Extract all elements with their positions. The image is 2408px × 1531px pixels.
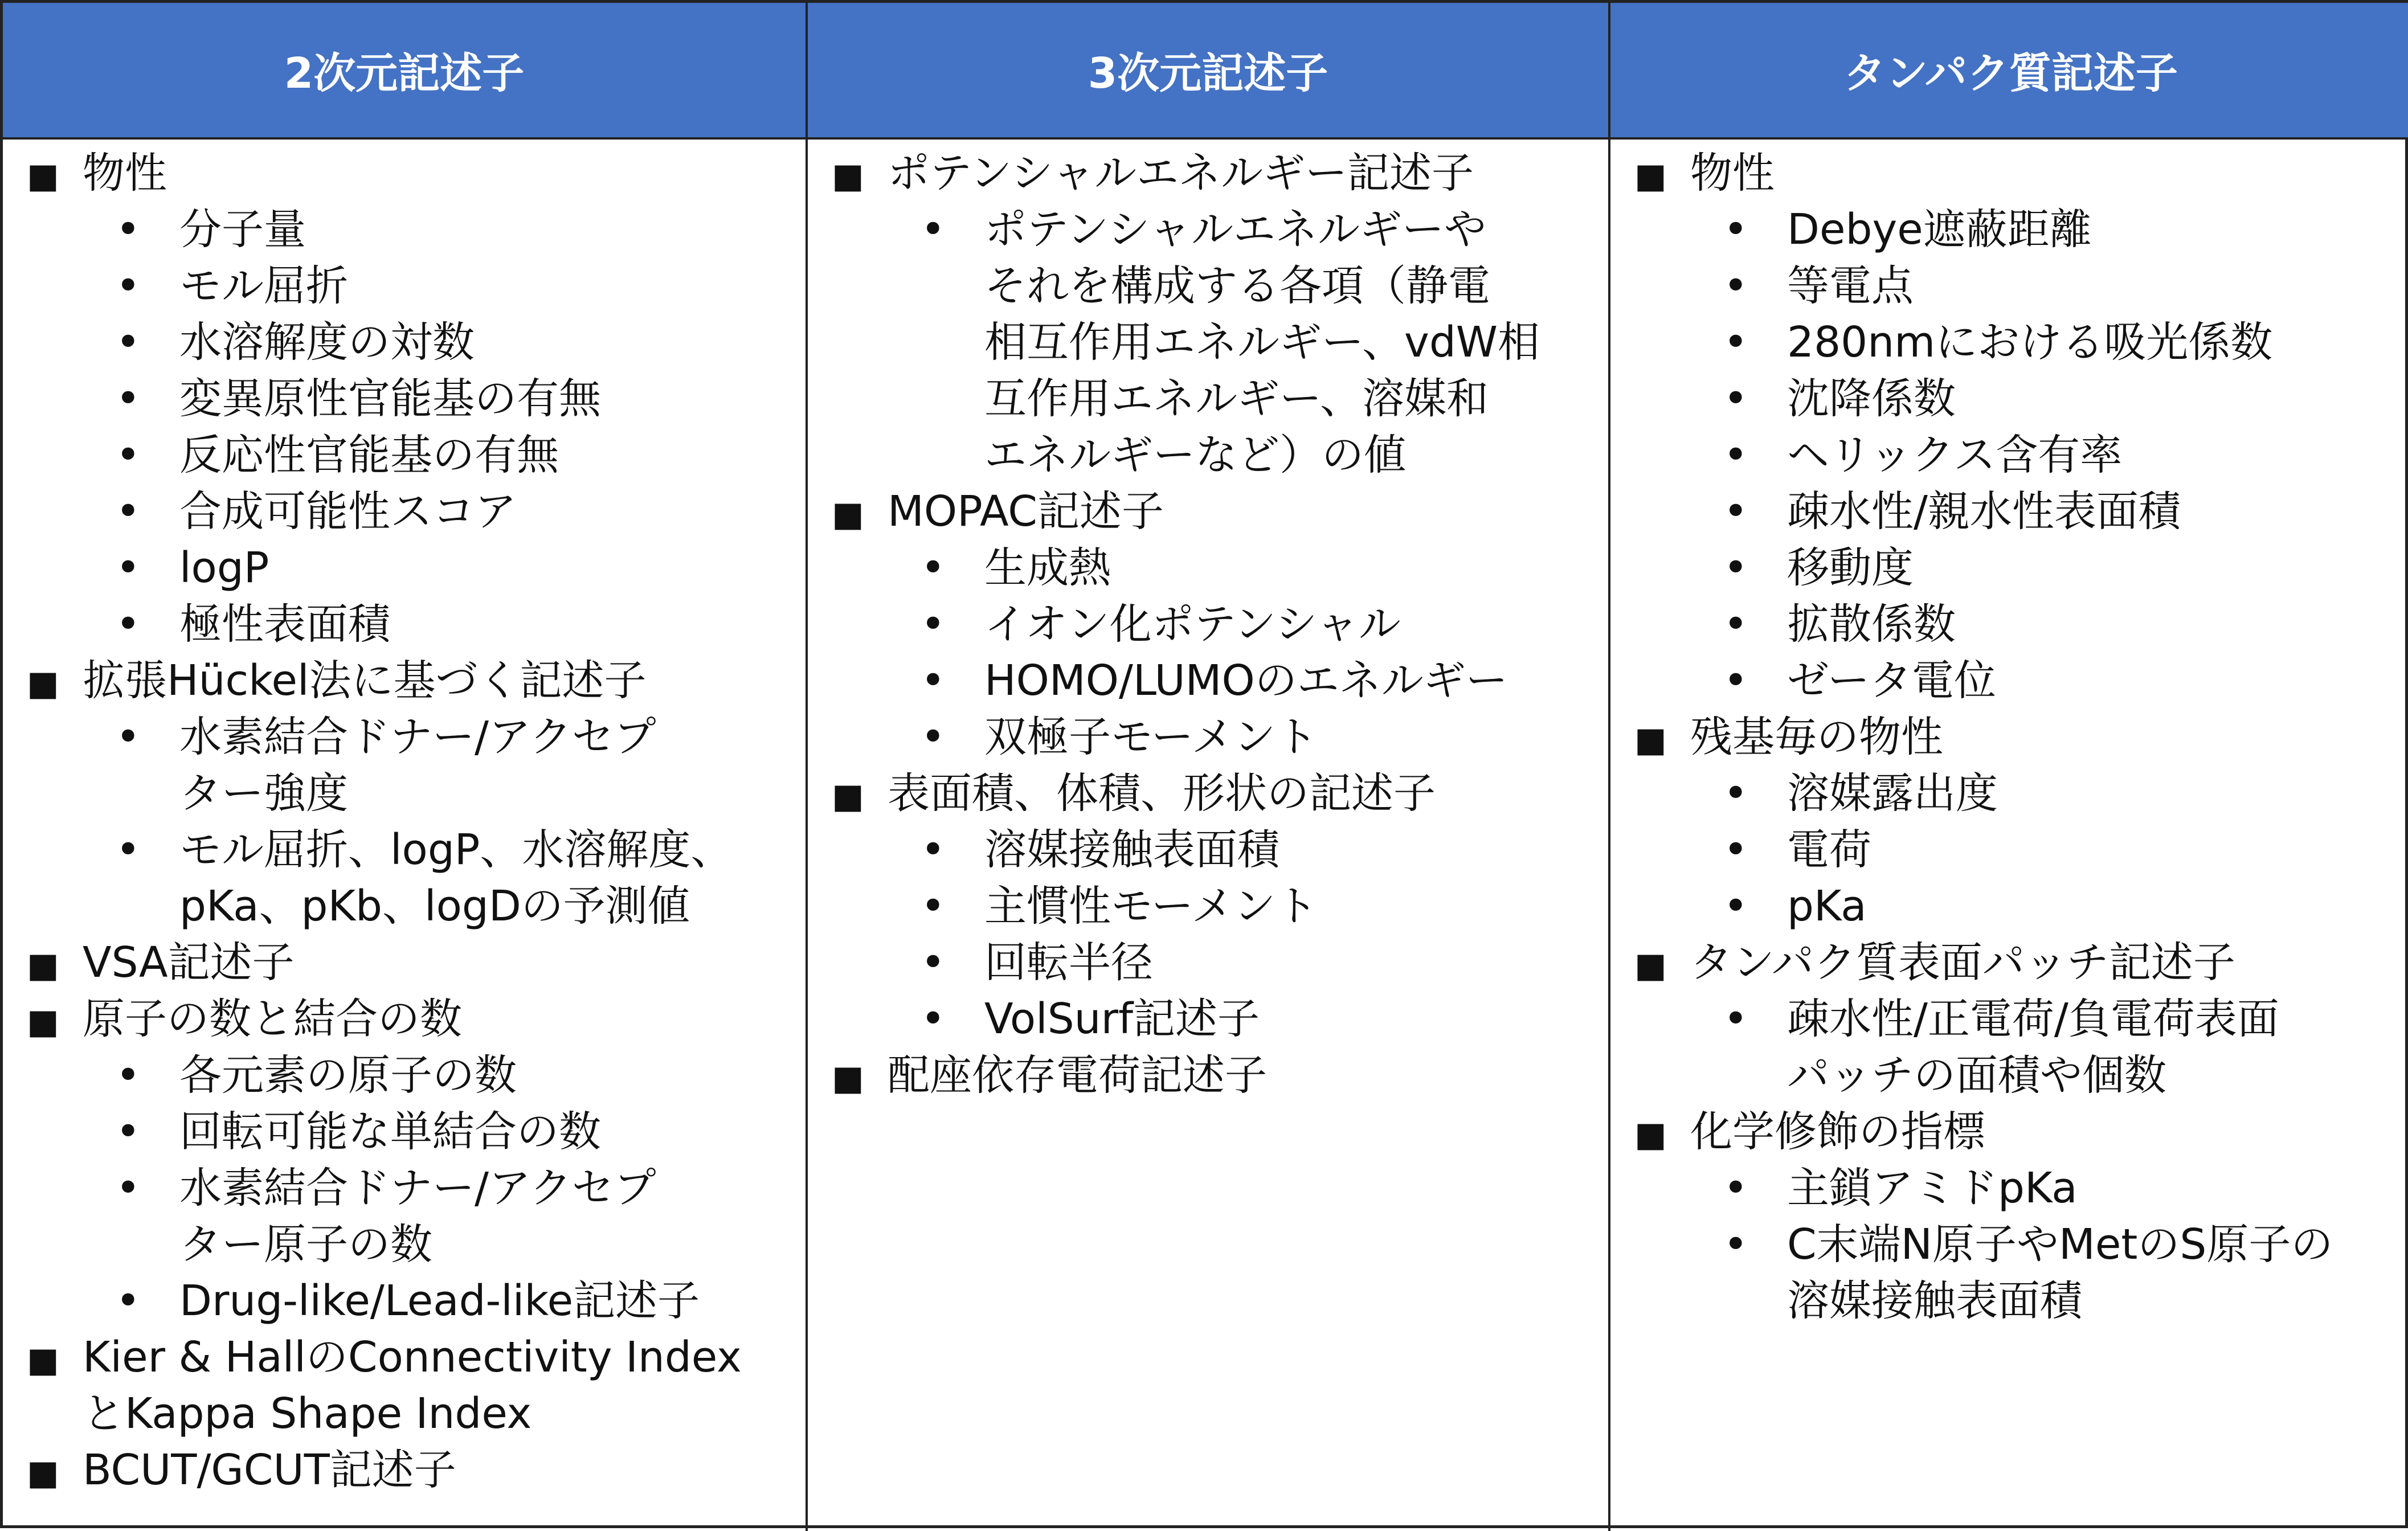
descriptor-item — [1610, 653, 2408, 709]
descriptor-label: VolSurf記述子 — [984, 994, 1260, 1043]
descriptor-label: pKa、pKb、logDの予測値 — [179, 882, 690, 931]
descriptor-label: ター原子の数 — [179, 1220, 432, 1269]
round-bullet-icon — [1723, 765, 1748, 822]
round-bullet-icon — [116, 371, 141, 427]
descriptor-item — [808, 540, 1608, 596]
descriptor-item — [808, 935, 1608, 991]
category-label: BCUT/GCUT記述子 — [83, 1446, 456, 1495]
round-bullet-icon — [116, 484, 141, 540]
round-bullet-icon — [116, 1273, 141, 1329]
category-item — [1610, 935, 2408, 991]
category-label: 化学修飾の指標 — [1690, 1107, 1985, 1156]
round-bullet-icon — [1723, 878, 1748, 935]
descriptor-item — [808, 596, 1608, 653]
square-bullet-icon — [1634, 935, 1667, 994]
descriptor-label: 280nmにおける吸光係数 — [1787, 318, 2273, 367]
square-bullet-icon — [27, 991, 59, 1050]
category-item — [808, 145, 1608, 202]
square-bullet-icon — [832, 765, 864, 825]
descriptor-label: 溶媒接触表面積 — [984, 825, 1279, 874]
descriptor-label: 水素結合ドナー/アクセプ — [179, 713, 656, 762]
descriptor-label: 双極子モーメント — [984, 713, 1318, 762]
descriptor-item — [3, 484, 806, 540]
square-bullet-icon — [27, 935, 59, 994]
category-label: 残基毎の物性 — [1690, 713, 1943, 762]
descriptor-item — [3, 709, 806, 822]
descriptor-label: 疎水性/親水性表面積 — [1787, 487, 2181, 536]
round-bullet-icon — [1723, 991, 1748, 1047]
round-bullet-icon — [1723, 427, 1748, 484]
descriptor-label: 電荷 — [1787, 825, 1871, 874]
round-bullet-icon — [116, 822, 141, 878]
descriptor-label: モル屈折 — [179, 261, 348, 310]
category-item — [3, 145, 806, 202]
descriptor-item — [808, 822, 1608, 878]
round-bullet-icon — [116, 1047, 141, 1104]
round-bullet-icon — [921, 935, 946, 991]
category-item — [808, 765, 1608, 822]
round-bullet-icon — [921, 202, 946, 258]
descriptor-label: モル屈折、logP、水溶解度、 — [179, 825, 733, 874]
round-bullet-icon — [1723, 596, 1748, 653]
descriptor-label: 主慣性モーメント — [984, 882, 1318, 931]
square-bullet-icon — [1634, 145, 1667, 204]
descriptor-label: エネルギーなど）の値 — [984, 431, 1406, 480]
round-bullet-icon — [1723, 540, 1748, 596]
round-bullet-icon — [921, 822, 946, 878]
descriptor-label: ター強度 — [179, 769, 348, 818]
descriptor-label: Debye遮蔽距離 — [1787, 205, 2092, 254]
round-bullet-icon — [1723, 1160, 1748, 1217]
descriptor-label: 主鎖アミドpKa — [1787, 1164, 2078, 1213]
descriptor-item — [3, 1047, 806, 1104]
descriptor-label: logP — [179, 543, 269, 592]
category-label: 配座依存電荷記述子 — [888, 1051, 1267, 1100]
column-body-2d — [3, 140, 806, 1531]
round-bullet-icon — [921, 709, 946, 765]
square-bullet-icon — [27, 145, 59, 204]
category-label: MOPAC記述子 — [888, 487, 1164, 536]
descriptor-label: 溶媒接触表面積 — [1787, 1276, 2082, 1325]
descriptor-label: 疎水性/正電荷/負電荷表面 — [1787, 994, 2279, 1043]
descriptor-item — [3, 258, 806, 314]
descriptor-item — [1610, 427, 2408, 484]
round-bullet-icon — [116, 258, 141, 314]
descriptor-label: pKa — [1787, 882, 1867, 931]
category-item — [808, 484, 1608, 540]
descriptor-item — [1610, 258, 2408, 314]
descriptor-item — [3, 1273, 806, 1329]
round-bullet-icon — [1723, 1217, 1748, 1273]
descriptor-label: 各元素の原子の数 — [179, 1051, 517, 1100]
descriptor-label: 相互作用エネルギー、vdW相 — [984, 318, 1540, 367]
descriptor-item — [1610, 484, 2408, 540]
descriptor-item — [3, 822, 806, 935]
descriptor-item — [1610, 1217, 2408, 1329]
category-label: Kier & HallのConnectivity Index — [83, 1333, 742, 1382]
descriptor-label: 極性表面積 — [179, 600, 390, 649]
round-bullet-icon — [116, 314, 141, 371]
category-item — [3, 653, 806, 709]
category-label: 物性 — [1690, 149, 1775, 198]
descriptor-item — [1610, 371, 2408, 427]
round-bullet-icon — [1723, 822, 1748, 878]
descriptor-item — [808, 709, 1608, 765]
descriptor-label: Drug-like/Lead-like記述子 — [179, 1276, 700, 1325]
square-bullet-icon — [832, 1047, 864, 1107]
round-bullet-icon — [921, 878, 946, 935]
square-bullet-icon — [27, 1442, 59, 1501]
descriptor-item — [1610, 1160, 2408, 1217]
category-item — [808, 1047, 1608, 1104]
round-bullet-icon — [116, 1160, 141, 1217]
descriptor-label: 反応性官能基の有無 — [179, 431, 559, 480]
descriptor-label: それを構成する各項（静電 — [984, 261, 1490, 310]
descriptor-item — [808, 878, 1608, 935]
descriptor-item — [1610, 765, 2408, 822]
category-item — [3, 1329, 806, 1442]
descriptor-item — [3, 1160, 806, 1273]
round-bullet-icon — [116, 202, 141, 258]
column-body-3d — [806, 140, 1608, 1531]
round-bullet-icon — [1723, 258, 1748, 314]
descriptor-item — [3, 427, 806, 484]
descriptor-item — [808, 991, 1608, 1047]
descriptor-label: ポテンシャルエネルギーや — [984, 205, 1486, 254]
descriptor-label: イオン化ポテンシャル — [984, 600, 1401, 649]
descriptor-label: 水素結合ドナー/アクセプ — [179, 1164, 656, 1213]
column-header-2d: 2次元記述子 — [3, 3, 806, 140]
descriptor-item — [1610, 991, 2408, 1104]
descriptor-item — [3, 596, 806, 653]
descriptor-label: 互作用エネルギー、溶媒和 — [984, 374, 1489, 423]
descriptor-item — [3, 314, 806, 371]
descriptor-label: 沈降係数 — [1787, 374, 1956, 423]
category-item — [1610, 709, 2408, 765]
category-label: 表面積、体積、形状の記述子 — [888, 769, 1436, 818]
category-label: 原子の数と結合の数 — [83, 994, 462, 1043]
descriptor-item — [808, 202, 1608, 484]
descriptor-label: ヘリックス含有率 — [1787, 431, 2123, 480]
round-bullet-icon — [921, 596, 946, 653]
square-bullet-icon — [832, 145, 864, 204]
descriptor-label: C末端N原子やMetのS原子の — [1787, 1220, 2333, 1269]
square-bullet-icon — [832, 484, 864, 543]
round-bullet-icon — [116, 1104, 141, 1160]
descriptor-item — [3, 540, 806, 596]
descriptor-label: 溶媒露出度 — [1787, 769, 1998, 818]
category-label: 拡張Hückel法に基づく記述子 — [83, 656, 647, 705]
square-bullet-icon — [27, 1329, 59, 1389]
round-bullet-icon — [1723, 653, 1748, 709]
category-label: タンパク質表面パッチ記述子 — [1690, 938, 2235, 987]
descriptor-label: 変異原性官能基の有無 — [179, 374, 601, 423]
descriptor-item — [1610, 540, 2408, 596]
category-label: 物性 — [83, 149, 167, 198]
round-bullet-icon — [1723, 202, 1748, 258]
descriptor-label: 水溶解度の対数 — [179, 318, 475, 367]
round-bullet-icon — [921, 991, 946, 1047]
descriptor-item — [3, 202, 806, 258]
category-label: とKappa Shape Index — [83, 1389, 532, 1438]
category-item — [3, 1442, 806, 1499]
descriptor-item — [808, 653, 1608, 709]
descriptor-label: 合成可能性スコア — [179, 487, 517, 536]
descriptor-item — [1610, 822, 2408, 878]
column-body-protein — [1608, 140, 2408, 1531]
descriptor-label: ゼータ電位 — [1787, 656, 1997, 705]
descriptor-label: 回転半径 — [984, 938, 1153, 987]
category-item — [3, 991, 806, 1047]
descriptor-label: 等電点 — [1787, 261, 1914, 310]
category-label: ポテンシャルエネルギー記述子 — [888, 149, 1474, 198]
descriptor-label: 回転可能な単結合の数 — [179, 1107, 601, 1156]
round-bullet-icon — [921, 540, 946, 596]
round-bullet-icon — [1723, 371, 1748, 427]
category-item — [3, 935, 806, 991]
descriptor-label: 生成熱 — [984, 543, 1111, 592]
descriptor-label: パッチの面積や個数 — [1787, 1051, 2166, 1100]
round-bullet-icon — [1723, 314, 1748, 371]
descriptor-item — [3, 1104, 806, 1160]
descriptor-item — [3, 371, 806, 427]
descriptor-label: HOMO/LUMOのエネルギー — [984, 656, 1508, 705]
column-header-protein: タンパク質記述子 — [1608, 3, 2408, 140]
descriptor-item — [1610, 878, 2408, 935]
square-bullet-icon — [1634, 1104, 1667, 1163]
category-item — [1610, 1104, 2408, 1160]
descriptor-label: 拡散係数 — [1787, 600, 1956, 649]
descriptor-item — [1610, 314, 2408, 371]
column-header-3d: 3次元記述子 — [806, 3, 1608, 140]
round-bullet-icon — [116, 540, 141, 596]
descriptor-item — [1610, 202, 2408, 258]
descriptor-item — [1610, 596, 2408, 653]
round-bullet-icon — [116, 596, 141, 653]
category-item — [1610, 145, 2408, 202]
round-bullet-icon — [921, 653, 946, 709]
square-bullet-icon — [1634, 709, 1667, 768]
round-bullet-icon — [1723, 484, 1748, 540]
category-label: VSA記述子 — [83, 938, 295, 987]
round-bullet-icon — [116, 709, 141, 765]
round-bullet-icon — [116, 427, 141, 484]
descriptor-label: 分子量 — [179, 205, 306, 254]
square-bullet-icon — [27, 653, 59, 712]
descriptor-label: 移動度 — [1787, 543, 1914, 592]
